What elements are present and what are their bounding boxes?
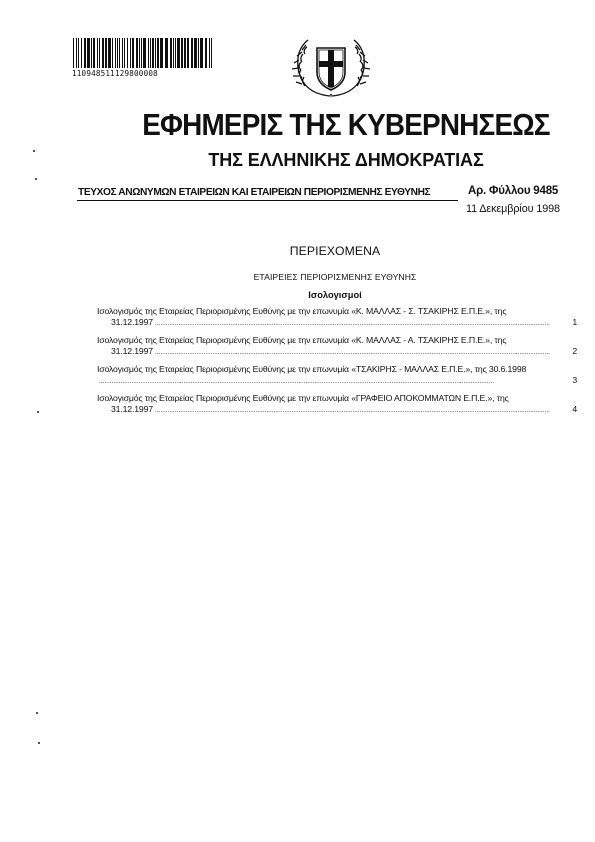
- barcode-bar: [187, 38, 189, 68]
- barcode-bar: [84, 38, 86, 68]
- barcode-bar: [99, 38, 100, 68]
- barcode-bar: [115, 38, 116, 68]
- toc-item-text: Ισολογισμός της Εταιρείας Περιορισμένης Ευθύνης με την επωνυμία «ΓΡΑΦΕΙΟ ΑΠΟΚΟΜΜΑΤΩΝ Ε.Π.Ε.», της: [97, 393, 509, 403]
- toc-leader-dots: ............................................................................................................................................................................................................................: [154, 349, 550, 356]
- contents-title: ΠΕΡΙΕΧΟΜΕΝΑ: [289, 244, 381, 258]
- barcode-bar: [160, 38, 163, 68]
- barcode-image: [72, 38, 214, 68]
- barcode-bar: [136, 38, 138, 68]
- coat-of-arms-icon: [286, 34, 376, 100]
- barcode-bar: [175, 38, 176, 68]
- toc-item-page: 3: [572, 375, 577, 385]
- barcode-bar: [205, 38, 207, 68]
- barcode-bar: [143, 38, 146, 68]
- barcode-bar: [78, 38, 79, 68]
- barcode-bar: [150, 38, 151, 68]
- table-of-contents: [97, 306, 577, 422]
- toc-item-page: 2: [572, 346, 577, 356]
- barcode-bar: [93, 38, 95, 68]
- toc-item-date: 31.12.1997: [111, 404, 153, 414]
- toc-leader-dots: ............................................................................................................................................................................................................................: [154, 320, 550, 327]
- barcode-bar: [173, 38, 174, 68]
- scan-speck: [35, 178, 37, 180]
- series-underline: [77, 200, 458, 201]
- barcode-bar: [191, 38, 193, 68]
- barcode-bar: [198, 38, 199, 68]
- toc-item: [97, 306, 577, 335]
- barcode-bar: [73, 38, 74, 68]
- toc-leader-dots: ............................................................................................................................................................................................................................: [154, 407, 550, 414]
- issue-sheet-number: Αρ. Φύλλου 9485: [468, 185, 559, 197]
- barcode-bar: [139, 38, 140, 68]
- barcode-bar: [87, 38, 90, 68]
- scan-speck: [37, 411, 39, 413]
- barcode-bar: [105, 38, 107, 68]
- barcode-bar: [184, 38, 186, 68]
- barcode-bar: [165, 38, 168, 68]
- toc-leader-dots: ............................................................................................................................................................................................................................: [99, 378, 494, 385]
- contents-subsection-title: Ισολογισμοί: [308, 290, 362, 300]
- barcode-bar: [76, 38, 77, 68]
- issue-series: ΤΕΥΧΟΣ ΑΝΩΝΥΜΩΝ ΕΤΑΙΡΕΙΩΝ ΚΑΙ ΕΤΑΙΡΕΙΩΝ ΠΕΡΙΟΡΙΣΜΕΝΗΣ ΕΥΘΥΝΗΣ: [78, 187, 431, 198]
- barcode-bar: [81, 38, 82, 68]
- barcode-bar: [200, 38, 203, 68]
- barcode-bar: [181, 38, 183, 68]
- barcode-bar: [155, 38, 156, 68]
- masthead-subtitle: ΤΗΣ ΕΛΛΗΝΙΚΗΣ ΔΗΜΟΚΡΑΤΙΑΣ: [208, 150, 484, 170]
- toc-item-page: 1: [572, 317, 577, 327]
- toc-item-page: 4: [572, 404, 577, 414]
- barcode-bar: [124, 38, 125, 68]
- issue-date: 11 Δεκεμβρίου 1998: [466, 203, 560, 215]
- barcode-number: 110948511129800008: [72, 69, 158, 78]
- barcode-bar: [211, 38, 212, 68]
- toc-item-text: Ισολογισμός της Εταιρείας Περιορισμένης Ευθύνης με την επωνυμία «Κ. ΜΑΛΛΑΣ - Σ. ΤΣΑΚΙΡΗΣ Ε.Π.Ε.», της: [97, 306, 507, 316]
- barcode-bar: [132, 38, 134, 68]
- barcode-bar: [112, 38, 113, 68]
- barcode-bar: [152, 38, 154, 68]
- barcode-bar: [194, 38, 197, 68]
- toc-item-date: 31.12.1997: [111, 346, 153, 356]
- barcode-bar: [141, 38, 142, 68]
- scan-speck: [38, 742, 40, 744]
- barcode-bar: [97, 38, 98, 68]
- toc-item-text: Ισολογισμός της Εταιρείας Περιορισμένης Ευθύνης με την επωνυμία «ΤΣΑΚΙΡΗΣ - ΜΑΛΛΑΣ Ε.Π.Ε.», της 30.6.1998: [97, 364, 527, 374]
- barcode-bar: [122, 38, 123, 68]
- barcode-bar: [117, 38, 118, 68]
- scan-speck: [33, 150, 35, 152]
- scan-speck: [36, 712, 38, 714]
- toc-item-text: Ισολογισμός της Εταιρείας Περιορισμένης Ευθύνης με την επωνυμία «Κ. ΜΑΛΛΑΣ - Α. ΤΣΑΚΙΡΗΣ Ε.Π.Ε.», της: [97, 335, 507, 345]
- barcode-block: [72, 38, 214, 78]
- barcode-bar: [119, 38, 120, 68]
- barcode-bar: [170, 38, 172, 68]
- barcode-bar: [130, 38, 131, 68]
- barcode-bar: [108, 38, 111, 68]
- toc-item-date: 31.12.1997: [111, 317, 153, 327]
- barcode-bar: [157, 38, 159, 68]
- barcode-bar: [91, 38, 92, 68]
- masthead-title: ΕΦΗΜΕΡΙΣ ΤΗΣ ΚΥΒΕΡΝΗΣΕΩΣ: [142, 107, 550, 142]
- toc-item: [97, 393, 577, 422]
- contents-section-title: ΕΤΑΙΡΕΙΕΣ ΠΕΡΙΟΡΙΣΜΕΝΗΣ ΕΥΘΥΝΗΣ: [253, 272, 417, 282]
- barcode-bar: [127, 38, 128, 68]
- barcode-bar: [148, 38, 149, 68]
- toc-item: [97, 335, 577, 364]
- barcode-bar: [177, 38, 180, 68]
- barcode-bar: [102, 38, 104, 68]
- toc-item: [97, 364, 577, 393]
- barcode-bar: [209, 38, 210, 68]
